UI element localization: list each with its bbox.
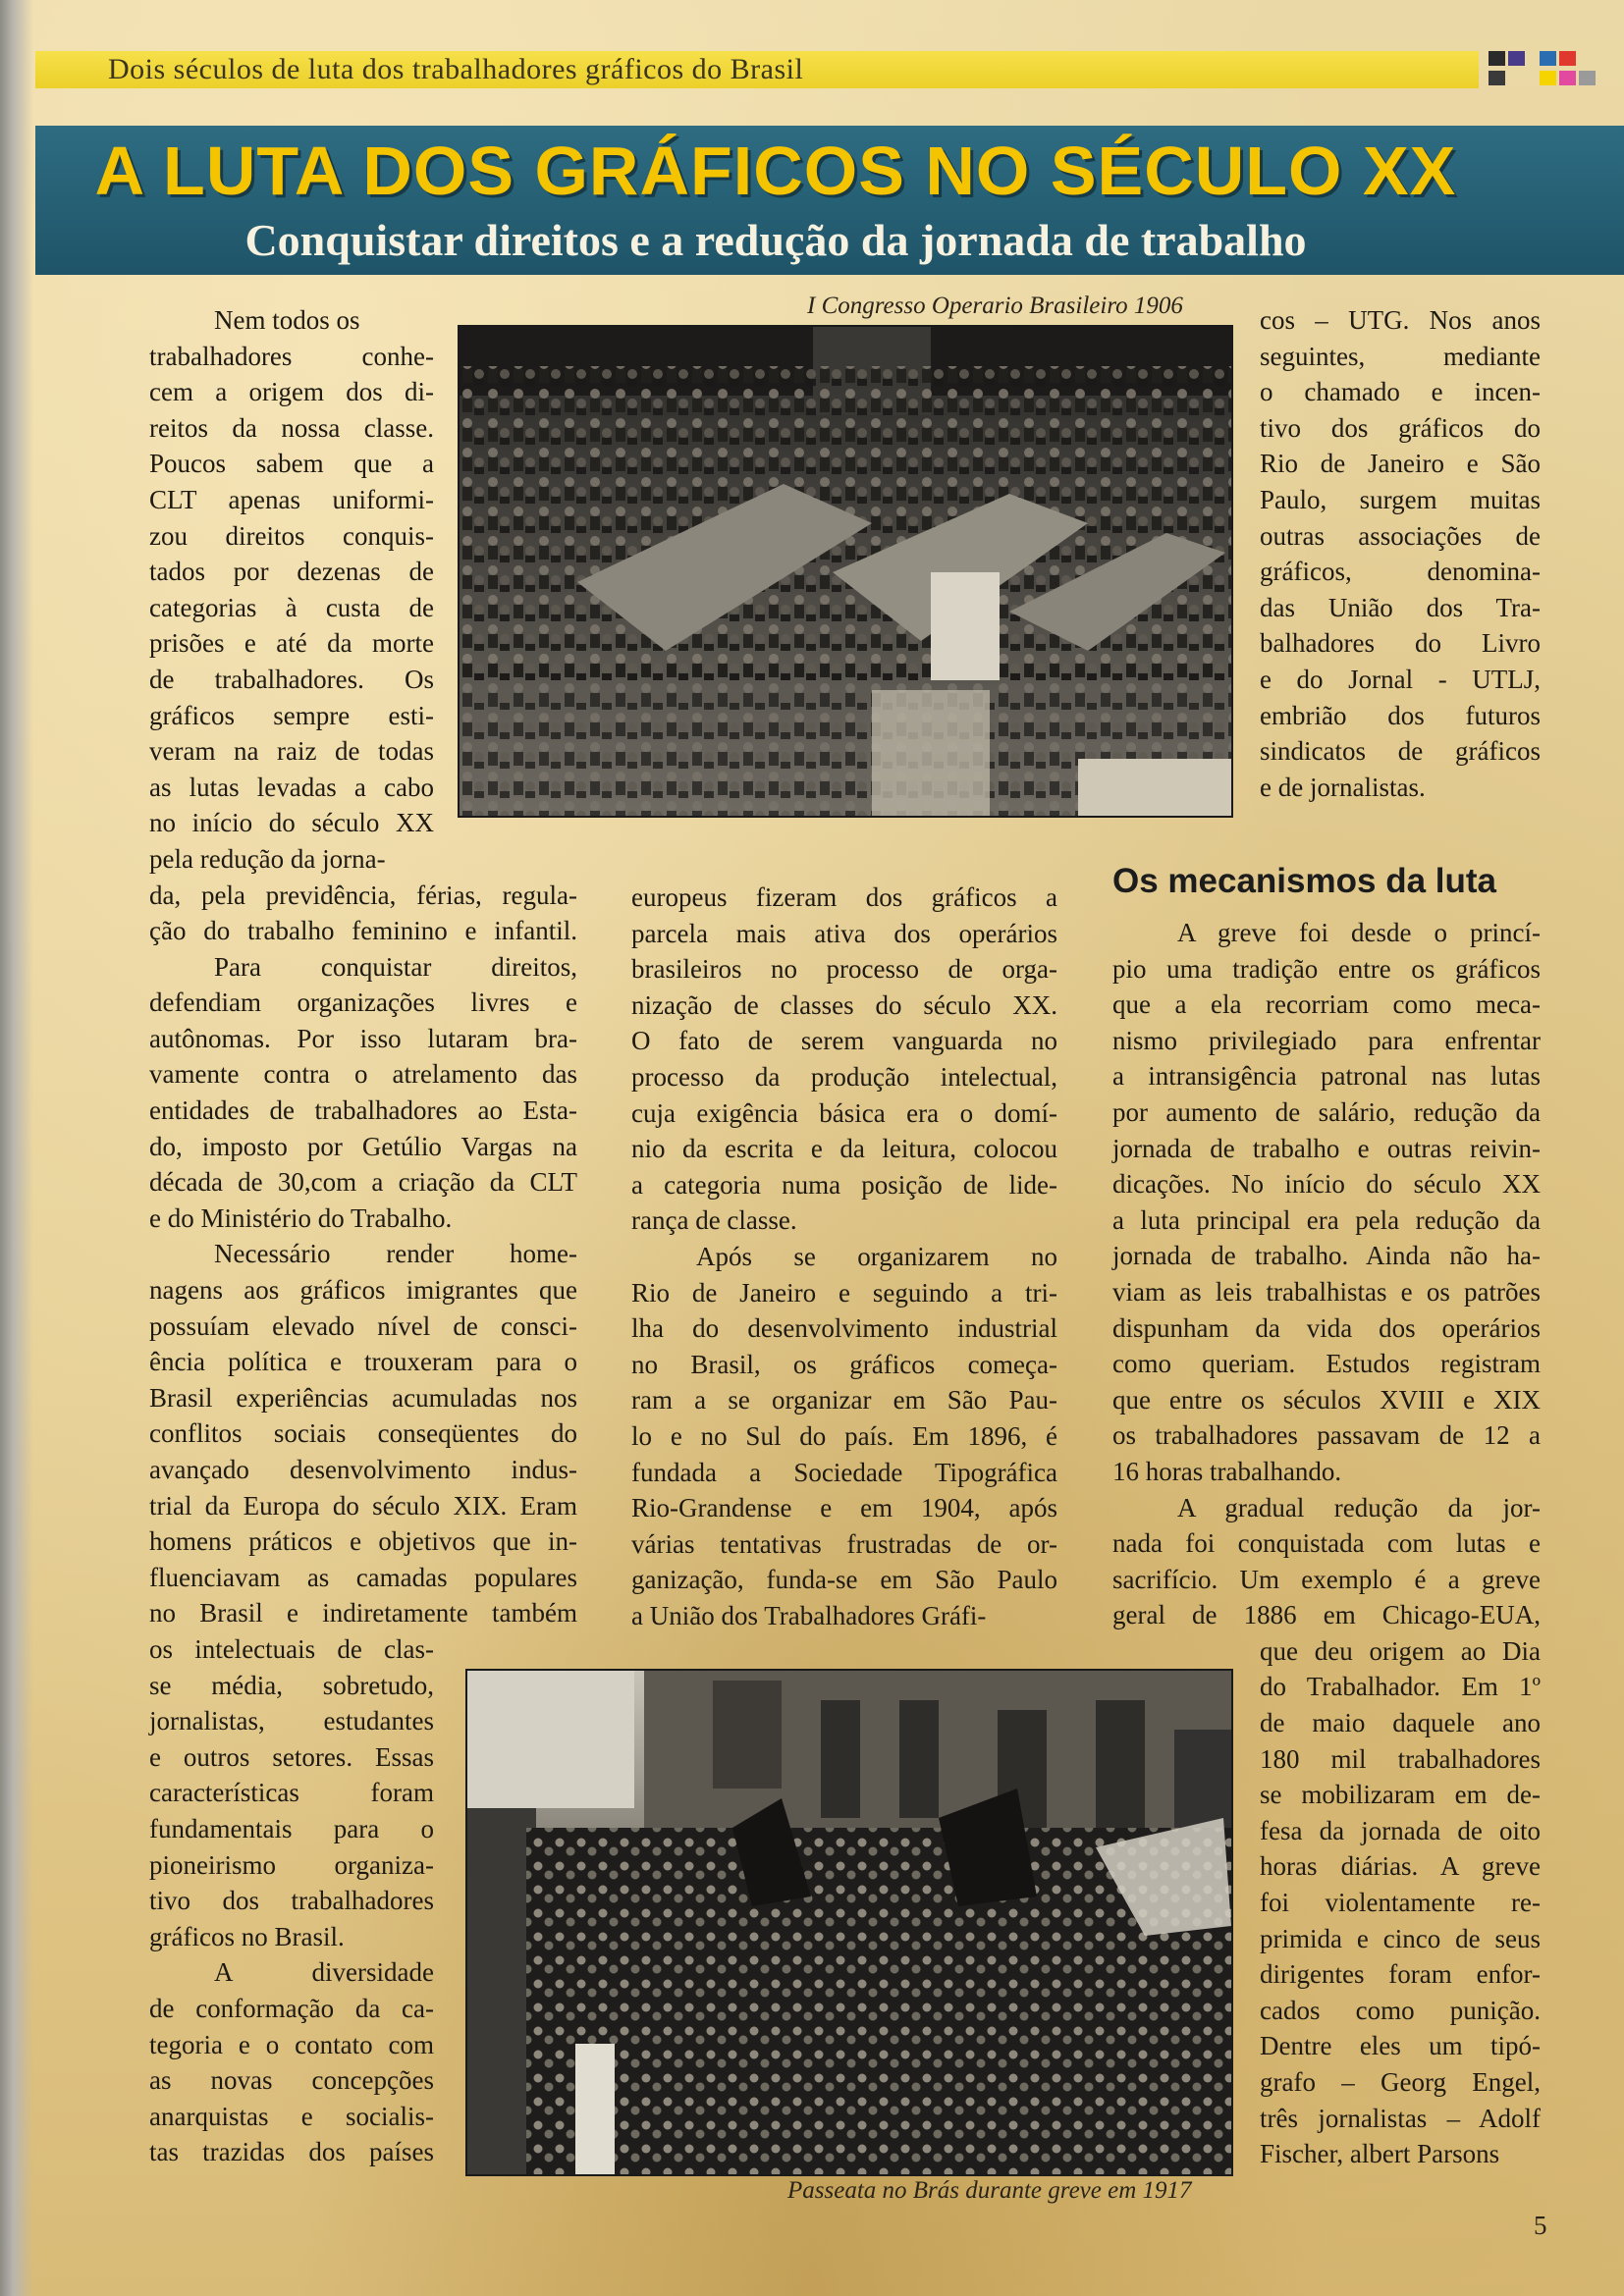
page-title: A LUTA DOS GRÁFICOS NO SÉCULO XX	[94, 133, 1457, 209]
text-line: Paulo, surgem muitas	[1260, 484, 1541, 514]
congress-photo	[458, 325, 1233, 818]
text-line: 16 horas trabalhando.	[1112, 1456, 1342, 1486]
text-line: no Brasil e indiretamente também	[149, 1598, 577, 1629]
text-line: nismo privilegiado para enfrentar	[1112, 1025, 1541, 1055]
text-line: tados por dezenas de	[149, 557, 434, 587]
article-column-2	[631, 880, 1057, 1633]
text-line: de maio daquele ano	[1260, 1708, 1541, 1738]
text-line: do, imposto por Getúlio Vargas na	[149, 1131, 577, 1161]
text-line: cos – UTG. Nos anos	[1260, 305, 1541, 335]
text-line: Nem todos os	[214, 305, 360, 335]
text-line: e de jornalistas.	[1260, 772, 1426, 802]
color-square	[1540, 71, 1556, 85]
text-line: conflitos sociais conseqüentes do	[149, 1418, 577, 1449]
march-photo-image	[467, 1671, 1231, 2174]
page-number: 5	[1534, 2211, 1547, 2240]
text-line: Necessário render home-	[214, 1239, 577, 1269]
text-line: que a ela recorriam como meca-	[1112, 989, 1541, 1020]
text-line: e do Ministério do Trabalho.	[149, 1202, 453, 1233]
text-line: jornada de trabalho. Ainda não ha-	[1112, 1241, 1541, 1271]
text-line: brasileiros no processo de orga-	[631, 954, 1057, 985]
text-line: rança de classe.	[631, 1205, 797, 1236]
text-line: ram a se organizar em São Pau-	[631, 1385, 1057, 1415]
text-line: Rio de Janeiro e seguindo a tri-	[631, 1277, 1057, 1308]
text-line: sindicatos de gráficos	[1260, 736, 1541, 767]
text-line: ência política e trouxeram para o	[149, 1347, 577, 1377]
text-line: categorias à custa de	[149, 592, 434, 622]
text-line: zou direitos conquis-	[149, 520, 434, 551]
text-line: A greve foi desde o princí-	[1177, 918, 1541, 947]
text-line: veram na raiz de todas	[149, 736, 434, 767]
text-line: nada foi conquistada com lutas e	[1112, 1528, 1541, 1559]
text-line: pioneirismo organiza-	[149, 1849, 434, 1880]
color-square	[1508, 51, 1525, 66]
text-line: pela redução da jorna-	[149, 843, 386, 874]
text-line: homens práticos e objetivos que in-	[149, 1526, 577, 1557]
text-line: sacrifício. Um exemplo é a greve	[1112, 1564, 1541, 1594]
text-line: Rio-Grandense e em 1904, após	[631, 1493, 1057, 1523]
text-line: Rio de Janeiro e São	[1260, 449, 1541, 479]
text-line: balhadores do Livro	[1260, 628, 1541, 659]
text-line: tegoria e o contato com	[149, 2029, 434, 2059]
text-line: dicações. No início do século XX	[1112, 1169, 1541, 1200]
text-line: prisões e até da morte	[149, 628, 434, 659]
text-line: três jornalistas – Adolf	[1260, 2103, 1541, 2133]
text-line: Brasil experiências acumuladas nos	[149, 1382, 577, 1413]
text-line: por aumento de salário, redução da	[1112, 1096, 1541, 1127]
text-line: a intransigência patronal nas lutas	[1112, 1061, 1541, 1092]
text-line: gráficos, denomina-	[1260, 557, 1541, 587]
text-line: Dentre eles um tipó-	[1260, 2031, 1541, 2061]
text-line: lha do desenvolvimento industrial	[631, 1313, 1057, 1344]
text-line: processo da produção intelectual,	[631, 1061, 1057, 1092]
text-line: embrião dos futuros	[1260, 700, 1541, 730]
text-line: jornalistas, estudantes	[149, 1706, 434, 1736]
text-line: que entre os séculos XVIII e XIX	[1112, 1384, 1541, 1415]
running-header-title: Dois séculos de luta dos trabalhadores gráficos do Brasil	[108, 53, 804, 85]
text-line: parcela mais ativa dos operários	[631, 918, 1057, 948]
text-line: primida e cinco de seus	[1260, 1923, 1541, 1953]
color-square	[1559, 51, 1576, 66]
text-line: possuíam elevado nível de consci-	[149, 1310, 577, 1341]
color-square	[1579, 71, 1596, 85]
section-heading: Os mecanismos da luta	[1112, 862, 1496, 900]
text-line: os trabalhadores passavam de 12 a	[1112, 1420, 1541, 1451]
text-line: avançado desenvolvimento indus-	[149, 1455, 577, 1484]
text-line: outras associações de	[1260, 520, 1541, 551]
text-line: da, pela previdência, férias, regula-	[149, 880, 577, 910]
text-line: fundada a Sociedade Tipográfica	[631, 1457, 1057, 1487]
text-line: A diversidade	[214, 1957, 434, 1988]
text-line: jornada de trabalho e outras reivin-	[1112, 1133, 1541, 1163]
text-line: se mobilizaram em de-	[1260, 1780, 1541, 1810]
congress-photo-caption: I Congresso Operario Brasileiro 1906	[807, 293, 1183, 319]
text-line: o chamado e incen-	[1260, 377, 1541, 407]
text-line: trabalhadores conhe-	[149, 341, 434, 371]
text-line: defendiam organizações livres e	[149, 988, 577, 1018]
text-line: reitos da nossa classe.	[149, 412, 434, 443]
text-line: das União dos Tra-	[1260, 592, 1541, 622]
text-line: Após se organizarem no	[696, 1241, 1057, 1271]
text-line: a categoria numa posição de lide-	[631, 1169, 1057, 1200]
text-line: a União dos Trabalhadores Gráfi-	[631, 1600, 987, 1630]
color-square	[1489, 71, 1505, 85]
text-line: cados como punição.	[1260, 1995, 1541, 2025]
text-line: geral de 1886 em Chicago-EUA,	[1112, 1600, 1541, 1630]
text-line: horas diárias. A greve	[1260, 1851, 1541, 1882]
text-line: anarquistas e socialis-	[149, 2101, 434, 2131]
text-line: ganização, funda-se em São Paulo	[631, 1565, 1057, 1595]
color-square	[1559, 71, 1576, 85]
text-line: características foram	[149, 1778, 434, 1808]
text-line: se média, sobretudo,	[149, 1670, 434, 1700]
text-line: gráficos no Brasil.	[149, 1921, 345, 1951]
text-line: tivo dos gráficos do	[1260, 412, 1541, 443]
text-line: viam as leis trabalhistas e os patrões	[1112, 1276, 1541, 1307]
text-line: autônomas. Por isso lutaram bra-	[149, 1023, 577, 1053]
page-subtitle: Conquistar direitos e a redução da jornada de trabalho	[244, 215, 1307, 265]
march-photo	[465, 1669, 1233, 2176]
text-line: as novas concepções	[149, 2065, 434, 2096]
text-line: várias tentativas frustradas de or-	[631, 1528, 1057, 1559]
text-line: a luta principal era pela redução da	[1112, 1204, 1541, 1235]
text-line: europeus fizeram dos gráficos a	[631, 882, 1057, 912]
text-line: e outros setores. Essas	[149, 1741, 434, 1772]
text-line: grafo – Georg Engel,	[1260, 2067, 1541, 2097]
text-line: fesa da jornada de oito	[1260, 1815, 1541, 1845]
text-line: O fato de serem vanguarda no	[631, 1026, 1057, 1056]
text-line: lo e no Sul do país. Em 1896, é	[631, 1420, 1057, 1451]
binding-shadow	[0, 0, 33, 2296]
text-line: trial da Europa do século XIX. Eram	[149, 1490, 577, 1521]
text-line: os intelectuais de clas-	[149, 1633, 434, 1664]
text-line: entidades de trabalhadores ao Esta-	[149, 1095, 577, 1126]
text-line: dirigentes foram enfor-	[1260, 1959, 1541, 1990]
text-line: nio da escrita e da leitura, colocou	[631, 1134, 1057, 1164]
text-line: e do Jornal - UTLJ,	[1260, 664, 1541, 694]
text-line: seguintes, mediante	[1260, 341, 1541, 371]
text-line: nização de classes do século XX.	[631, 989, 1057, 1020]
march-photo-caption: Passeata no Brás durante greve em 1917	[787, 2177, 1192, 2204]
decorative-color-squares	[1489, 49, 1616, 92]
text-line: fundamentais para o	[149, 1813, 434, 1843]
color-square	[1540, 51, 1556, 66]
text-line: ção do trabalho feminino e infantil.	[149, 916, 577, 946]
text-line: década de 30,com a criação da CLT	[149, 1167, 577, 1198]
text-line: fluenciavam as camadas populares	[149, 1562, 577, 1592]
text-line: no Brasil, os gráficos começa-	[631, 1349, 1057, 1379]
color-square	[1489, 51, 1505, 66]
text-line: de trabalhadores. Os	[149, 664, 434, 694]
text-line: vamente contra o atrelamento das	[149, 1059, 577, 1090]
text-line: como queriam. Estudos registram	[1112, 1349, 1541, 1379]
text-line: dispunham da vida dos operários	[1112, 1312, 1541, 1343]
text-line: tas trazidas dos países	[149, 2137, 434, 2167]
text-line: de conformação da ca-	[149, 1993, 434, 2023]
text-line: CLT apenas uniformi-	[149, 484, 434, 514]
congress-photo-image	[460, 327, 1231, 816]
text-line: 180 mil trabalhadores	[1260, 1743, 1541, 1774]
text-line: Para conquistar direitos,	[214, 951, 577, 982]
text-line: Poucos sabem que a	[149, 449, 434, 479]
text-line: no início do século XX	[149, 808, 434, 838]
text-line: que deu origem ao Dia	[1260, 1635, 1541, 1666]
text-line: cem a origem dos di-	[149, 377, 434, 407]
text-line: gráficos sempre esti-	[149, 700, 434, 730]
text-line: nagens aos gráficos imigrantes que	[149, 1275, 577, 1306]
text-line: foi violentamente re-	[1260, 1888, 1541, 1918]
text-line: A gradual redução da jor-	[1177, 1492, 1541, 1522]
text-line: do Trabalhador. Em 1º	[1260, 1672, 1541, 1702]
text-line: as lutas levadas a cabo	[149, 772, 434, 802]
text-line: pio uma tradição entre os gráficos	[1112, 953, 1541, 984]
text-line: cuja exigência básica era o domí-	[631, 1097, 1057, 1128]
text-line: tivo dos trabalhadores	[149, 1886, 434, 1916]
text-line: Fischer, albert Parsons	[1260, 2139, 1500, 2169]
article-column-3-top	[1260, 302, 1541, 805]
